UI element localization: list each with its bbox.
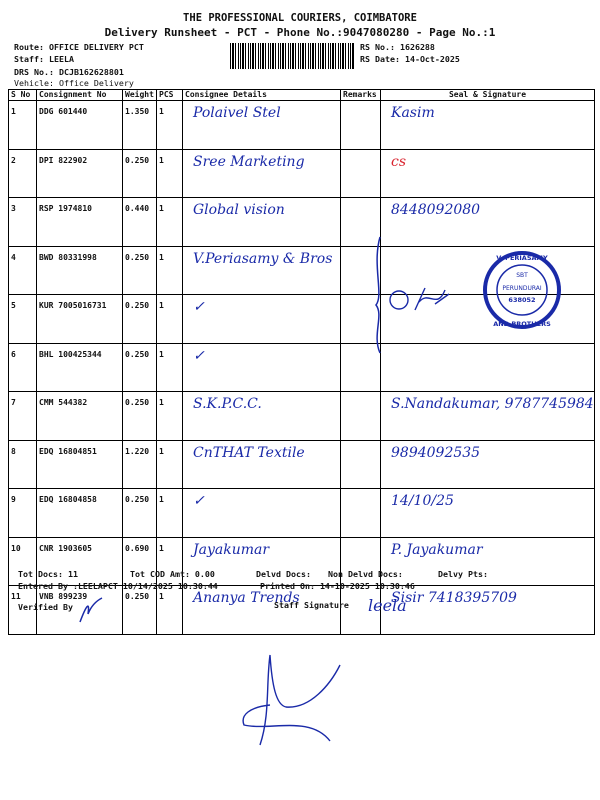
row-signature-handwritten: Sisir 7418395709 — [391, 590, 517, 606]
row-consignment-no: RSP 1974810 — [37, 198, 123, 247]
staff-signature-label: Staff Signature — [274, 600, 349, 610]
row-signature-handwritten: S.Nandakumar, 9787745984 — [391, 396, 594, 412]
row-signature — [381, 489, 595, 538]
rs-number: RS No.: 1626288 — [360, 42, 435, 52]
row-sno: 9 — [9, 489, 37, 538]
rs-date: RS Date: 14-Oct-2025 — [360, 54, 460, 64]
row-pcs: 1 — [157, 343, 183, 392]
row-weight: 0.250 — [123, 149, 157, 198]
handwritten-scribble — [385, 280, 465, 320]
drs-number: DRS No.: DCJB162628801 — [14, 67, 124, 77]
row-consignee — [183, 295, 341, 344]
row-pcs: 1 — [157, 198, 183, 247]
row-remarks — [341, 489, 381, 538]
row-pcs: 1 — [157, 101, 183, 150]
row-consignee-handwritten: Global vision — [193, 202, 285, 218]
row-consignee — [183, 343, 341, 392]
row-signature — [381, 198, 595, 247]
row-remarks — [341, 149, 381, 198]
row-signature — [381, 586, 595, 635]
table-row — [9, 392, 595, 441]
route: Route: OFFICE DELIVERY PCT — [14, 42, 144, 52]
row-signature — [381, 101, 595, 150]
row-weight: 0.250 — [123, 586, 157, 635]
col-pcs: PCS — [157, 90, 183, 101]
stamp-line2: AND BROTHERS — [493, 320, 551, 328]
row-sno: 4 — [9, 246, 37, 295]
row-sno: 1 — [9, 101, 37, 150]
staff: Staff: LEELA — [14, 54, 74, 64]
row-signature-handwritten: 14/10/25 — [391, 493, 454, 509]
row-consignee-handwritten: Polaivel Stel — [193, 105, 281, 121]
row-consignee-handwritten: Sree Marketing — [193, 153, 305, 170]
tot-docs: Tot Docs: 11 — [18, 569, 78, 579]
col-consignment: Consignment No — [37, 90, 123, 101]
row-signature-handwritten: 9894092535 — [391, 444, 481, 461]
row-consignment-no: KUR 7005016731 — [37, 295, 123, 344]
row-consignee — [183, 440, 341, 489]
row-sno: 10 — [9, 537, 37, 586]
row-signature — [381, 343, 595, 392]
row-consignee-handwritten: ✓ — [193, 493, 205, 509]
col-sno: S No — [9, 90, 37, 101]
row-remarks — [341, 101, 381, 150]
runsheet-table — [8, 89, 595, 635]
table-row — [9, 198, 595, 247]
table-row — [9, 343, 595, 392]
row-sno: 11 — [9, 586, 37, 635]
stamp-code1: PERUNDURAI — [502, 285, 542, 292]
row-consignee-handwritten: CnTHAT Textile — [193, 444, 305, 461]
row-sno: 2 — [9, 149, 37, 198]
vehicle: Vehicle: Office Delivery — [14, 78, 134, 88]
row-sno: 6 — [9, 343, 37, 392]
row-weight: 0.690 — [123, 537, 157, 586]
row-signature-handwritten: Kasim — [391, 105, 435, 121]
row-sno: 5 — [9, 295, 37, 344]
row-pcs: 1 — [157, 246, 183, 295]
row-pcs: 1 — [157, 489, 183, 538]
row-consignee — [183, 246, 341, 295]
table-row — [9, 440, 595, 489]
row-weight: 0.250 — [123, 489, 157, 538]
row-signature-handwritten: cs — [391, 153, 407, 170]
row-consignment-no: VNB 899239 — [37, 586, 123, 635]
barcode — [230, 43, 355, 69]
stamp-line1: V. PERIASAMY — [496, 254, 548, 262]
row-consignee-handwritten: ✓ — [193, 299, 205, 315]
row-pcs: 1 — [157, 537, 183, 586]
non-delvd-docs: Non Delvd Docs: — [328, 569, 403, 579]
stamp-code2: 638052 — [508, 296, 536, 304]
row-consignee — [183, 489, 341, 538]
verified-by: Verified By — [18, 602, 73, 612]
row-consignee — [183, 149, 341, 198]
table-row — [9, 489, 595, 538]
row-sno: 8 — [9, 440, 37, 489]
runsheet-subtitle: Delivery Runsheet - PCT - Phone No.:9047080280 - Page No.:1 — [104, 26, 496, 39]
row-pcs: 1 — [157, 392, 183, 441]
row-consignee-handwritten: Ananya Trends — [193, 590, 300, 606]
entered-by: Entered By :LEELAPCT 10/14/2025 10:30:44 — [18, 581, 218, 591]
row-weight: 0.250 — [123, 246, 157, 295]
delvy-pts: Delvy Pts: — [438, 569, 488, 579]
row-consignment-no: BHL 100425344 — [37, 343, 123, 392]
row-consignee-handwritten: ✓ — [193, 347, 205, 364]
row-weight: 0.250 — [123, 392, 157, 441]
row-sno: 7 — [9, 392, 37, 441]
row-consignee-handwritten: S.K.P.C.C. — [193, 396, 262, 412]
stamp-line3: SBT — [516, 272, 528, 279]
row-signature-handwritten: 8448092080 — [391, 202, 481, 218]
row-sno: 3 — [9, 198, 37, 247]
row-weight: 0.440 — [123, 198, 157, 247]
row-consignee — [183, 101, 341, 150]
row-weight: 1.220 — [123, 440, 157, 489]
row-pcs: 1 — [157, 440, 183, 489]
large-signature — [230, 645, 360, 755]
col-signature: Seal & Signature — [381, 90, 595, 101]
row-consignee — [183, 392, 341, 441]
row-signature — [381, 392, 595, 441]
col-consignee: Consignee Details — [183, 90, 341, 101]
row-consignment-no: CMM 544382 — [37, 392, 123, 441]
row-consignment-no: EDQ 16804851 — [37, 440, 123, 489]
tot-cod: Tot COD Amt: 0.00 — [130, 569, 215, 579]
company-stamp — [482, 250, 562, 330]
row-pcs: 1 — [157, 149, 183, 198]
row-consignee-handwritten: V.Periasamy & Bros — [193, 250, 333, 267]
row-remarks — [341, 440, 381, 489]
row-pcs: 1 — [157, 295, 183, 344]
row-signature — [381, 149, 595, 198]
staff-signature-handwritten: leela — [368, 596, 407, 615]
row-weight: 0.250 — [123, 343, 157, 392]
row-consignment-no: BWD 80331998 — [37, 246, 123, 295]
row-consignment-no: DDG 601440 — [37, 101, 123, 150]
row-consignee-handwritten: Jayakumar — [193, 541, 270, 558]
row-consignee — [183, 198, 341, 247]
delvd-docs: Delvd Docs: — [256, 569, 311, 579]
row-signature-handwritten: P. Jayakumar — [391, 541, 483, 558]
row-consignment-no: EDQ 16804858 — [37, 489, 123, 538]
table-row — [9, 101, 595, 150]
printed-on: Printed On: 14-10-2025 10:30:46 — [260, 581, 415, 591]
table-header-row — [9, 90, 595, 101]
row-consignment-no: CNR 1903605 — [37, 537, 123, 586]
row-signature — [381, 440, 595, 489]
row-remarks — [341, 392, 381, 441]
row-weight: 0.250 — [123, 295, 157, 344]
table-row — [9, 149, 595, 198]
verified-signature — [76, 596, 106, 626]
row-pcs: 1 — [157, 586, 183, 635]
col-weight: Weight — [123, 90, 157, 101]
row-consignment-no: DPI 822902 — [37, 149, 123, 198]
company-title: THE PROFESSIONAL COURIERS, COIMBATORE — [183, 12, 417, 24]
row-weight: 1.350 — [123, 101, 157, 150]
col-remarks: Remarks — [341, 90, 381, 101]
